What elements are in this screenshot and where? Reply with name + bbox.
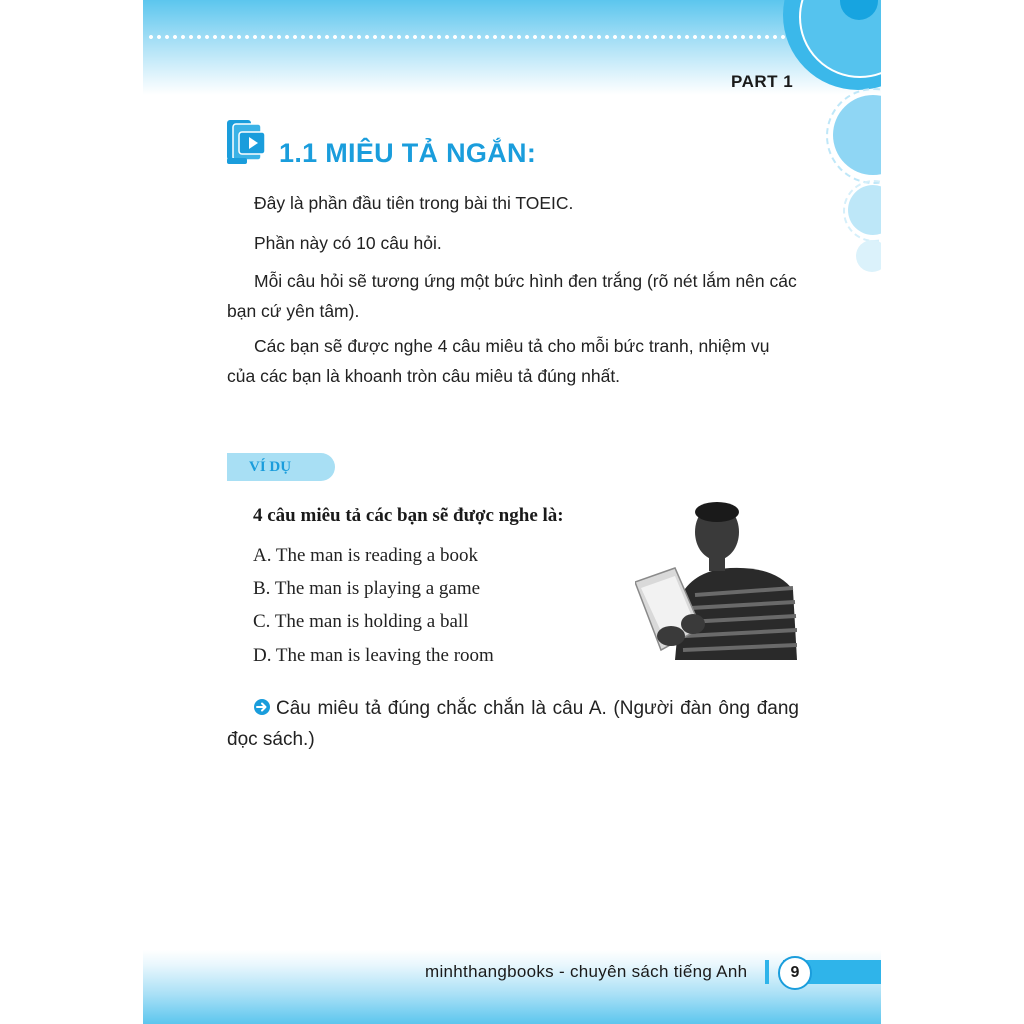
example-tag: VÍ DỤ [227, 453, 335, 481]
option-d: D. The man is leaving the room [253, 645, 494, 666]
option-c: C. The man is holding a ball [253, 611, 469, 632]
option-b: B. The man is playing a game [253, 578, 481, 599]
arrow-right-circle-icon [254, 699, 270, 715]
book-page [143, 0, 881, 1024]
footer-accent [765, 960, 769, 984]
part-label: PART 1 [731, 72, 794, 91]
section-title: 1.1 MIÊU TẢ NGẮN: [279, 138, 537, 168]
page-number: 9 [778, 956, 812, 990]
answer-sentence: Câu miêu tả đúng chắc chắn là câu A. (Người đàn ông đang đọc sách.) [227, 698, 799, 750]
video-book-icon [225, 118, 271, 166]
footer-text: minhthangbooks - chuyên sách tiếng Anh [425, 962, 748, 981]
paragraph: Các bạn sẽ được nghe 4 câu miêu tả cho mỗi bức tranh, nhiệm vụ của các bạn là khoanh tròn câu miêu tả đúng nhất. [227, 336, 770, 386]
answer-text [227, 693, 799, 755]
paragraph: Đây là phần đầu tiên trong bài thi TOEIC. [254, 193, 574, 213]
paragraph: Mỗi câu hỏi sẽ tương ứng một bức hình đen trắng (rõ nét lắm nên các bạn cứ yên tâm). [227, 271, 797, 321]
example-heading: 4 câu miêu tả các bạn sẽ được nghe là: [253, 505, 564, 526]
paragraph: Phần này có 10 câu hỏi. [254, 233, 442, 253]
dotted-divider [147, 34, 787, 40]
option-a: A. The man is reading a book [253, 545, 478, 566]
man-reading-photo [635, 500, 797, 660]
decor-circle [856, 240, 881, 272]
